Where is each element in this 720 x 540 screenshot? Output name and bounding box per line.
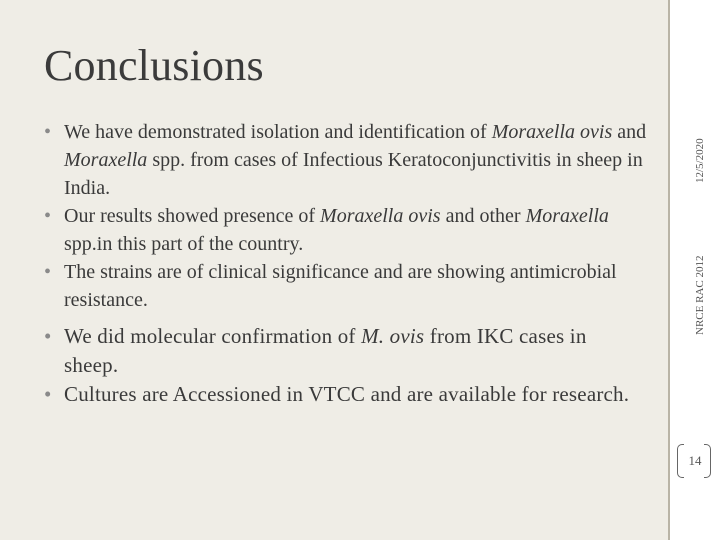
bullet-dot-icon: • bbox=[44, 261, 52, 283]
bullet-item bbox=[44, 202, 654, 258]
bullet-dot-icon: • bbox=[44, 121, 52, 143]
slide-title: Conclusions bbox=[44, 41, 264, 90]
bullet-dot-icon: • bbox=[44, 382, 52, 406]
bullet-text: We did molecular confirmation of M. ovis from IKC cases in sheep. bbox=[64, 324, 587, 377]
slide-date: 12/5/2020 bbox=[694, 138, 706, 183]
bullet-text: Cultures are Accessioned in VTCC and are available for research. bbox=[64, 382, 630, 406]
bullet-item bbox=[44, 322, 644, 380]
slide-footer: NRCE RAC 2012 bbox=[694, 255, 706, 335]
bullet-dot-icon: • bbox=[44, 324, 52, 348]
bullet-text: We have demonstrated isolation and identification of Moraxella ovis and Moraxella spp. from cases of Infectious Keratoconjunctivitis in sheep in India. bbox=[64, 121, 647, 199]
bullet-text: Our results showed presence of Moraxella ovis and other Moraxella spp.in this part of the country. bbox=[64, 205, 609, 255]
bullet-dot-icon: • bbox=[44, 205, 52, 227]
bullet-item bbox=[44, 118, 654, 202]
bullet-text: The strains are of clinical significance and are showing antimicrobial resistance. bbox=[64, 261, 617, 311]
bullet-item bbox=[44, 380, 644, 409]
page-number: 14 bbox=[688, 453, 702, 468]
bullet-item bbox=[44, 258, 654, 314]
bullet-list bbox=[44, 118, 654, 409]
